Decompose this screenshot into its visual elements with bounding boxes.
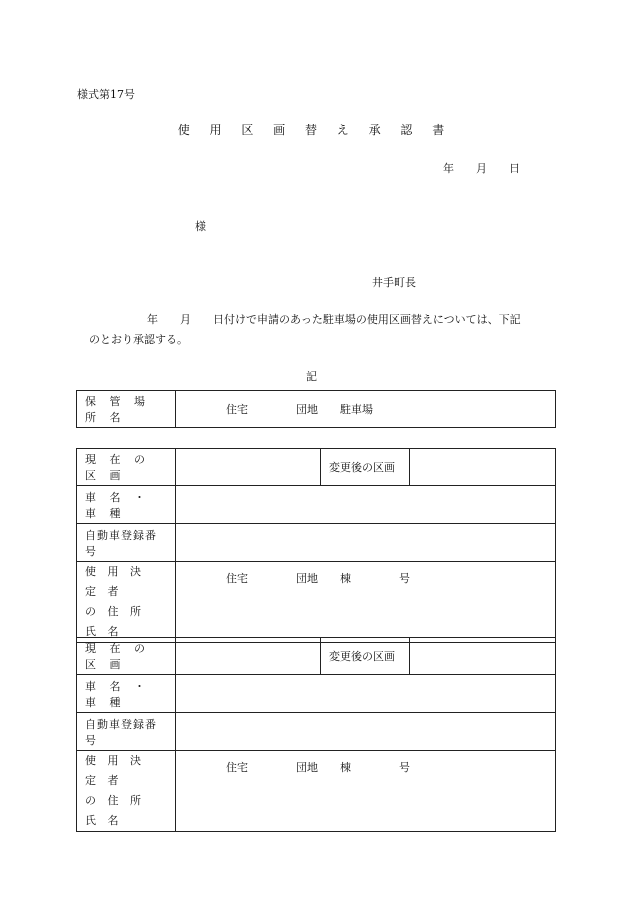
date-year: 年 — [443, 162, 454, 175]
body-line-1 — [147, 311, 521, 327]
car-model-value — [176, 675, 556, 713]
user-jutaku: 住宅 — [226, 572, 248, 585]
registration-number-label: 自動車登録番号 — [77, 713, 176, 751]
user-danchi: 団地 — [296, 572, 318, 585]
user-danchi: 団地 — [296, 761, 318, 774]
ki-heading: 記 — [306, 370, 317, 383]
change-section-1 — [76, 448, 556, 643]
storage-parking: 駐車場 — [340, 403, 373, 416]
current-section-label: 現 在 の 区 画 — [77, 449, 176, 486]
addressee-suffix: 様 — [195, 220, 206, 233]
user-label-line-2: の 住 所 氏 名 — [85, 794, 145, 827]
body-year: 年 — [147, 313, 158, 326]
storage-jutaku: 住宅 — [226, 403, 248, 416]
user-jutaku: 住宅 — [226, 761, 248, 774]
user-address-label — [77, 562, 176, 643]
issuer: 井手町長 — [372, 276, 416, 289]
body-month: 月 — [180, 313, 191, 326]
issue-date — [443, 160, 520, 176]
storage-value — [176, 391, 556, 428]
user-address-label — [77, 751, 176, 832]
after-section-label: 変更後の区画 — [321, 449, 410, 486]
user-address-value — [176, 562, 556, 643]
date-day: 日 — [509, 162, 520, 175]
current-section-label: 現 在 の 区 画 — [77, 638, 176, 675]
user-gou: 号 — [399, 761, 410, 774]
document-title: 使 用 区 画 替 え 承 認 書 — [177, 123, 453, 137]
registration-number-value — [176, 713, 556, 751]
user-gou: 号 — [399, 572, 410, 585]
storage-danchi: 団地 — [296, 403, 318, 416]
registration-number-value — [176, 524, 556, 562]
storage-table — [76, 390, 556, 428]
user-tou: 棟 — [340, 761, 351, 774]
change-section-2 — [76, 637, 556, 832]
car-model-label: 車 名 ・ 車 種 — [77, 486, 176, 524]
car-model-value — [176, 486, 556, 524]
user-label-line-1: 使 用 決 定 者 — [85, 754, 145, 787]
user-label-line-2: の 住 所 氏 名 — [85, 605, 145, 638]
current-section-value — [176, 638, 321, 675]
body-line1-rest: 日付けで申請のあった駐車場の使用区画替えについては、下記 — [213, 313, 521, 326]
storage-label: 保 管 場 所 名 — [77, 391, 176, 428]
user-address-value — [176, 751, 556, 832]
registration-number-label: 自動車登録番号 — [77, 524, 176, 562]
body-line-2: のとおり承認する。 — [89, 333, 188, 346]
user-label-line-1: 使 用 決 定 者 — [85, 565, 145, 598]
form-number: 様式第17号 — [77, 88, 135, 101]
car-model-label: 車 名 ・ 車 種 — [77, 675, 176, 713]
after-section-value — [410, 638, 556, 675]
date-month: 月 — [476, 162, 487, 175]
after-section-label: 変更後の区画 — [321, 638, 410, 675]
user-tou: 棟 — [340, 572, 351, 585]
after-section-value — [410, 449, 556, 486]
current-section-value — [176, 449, 321, 486]
